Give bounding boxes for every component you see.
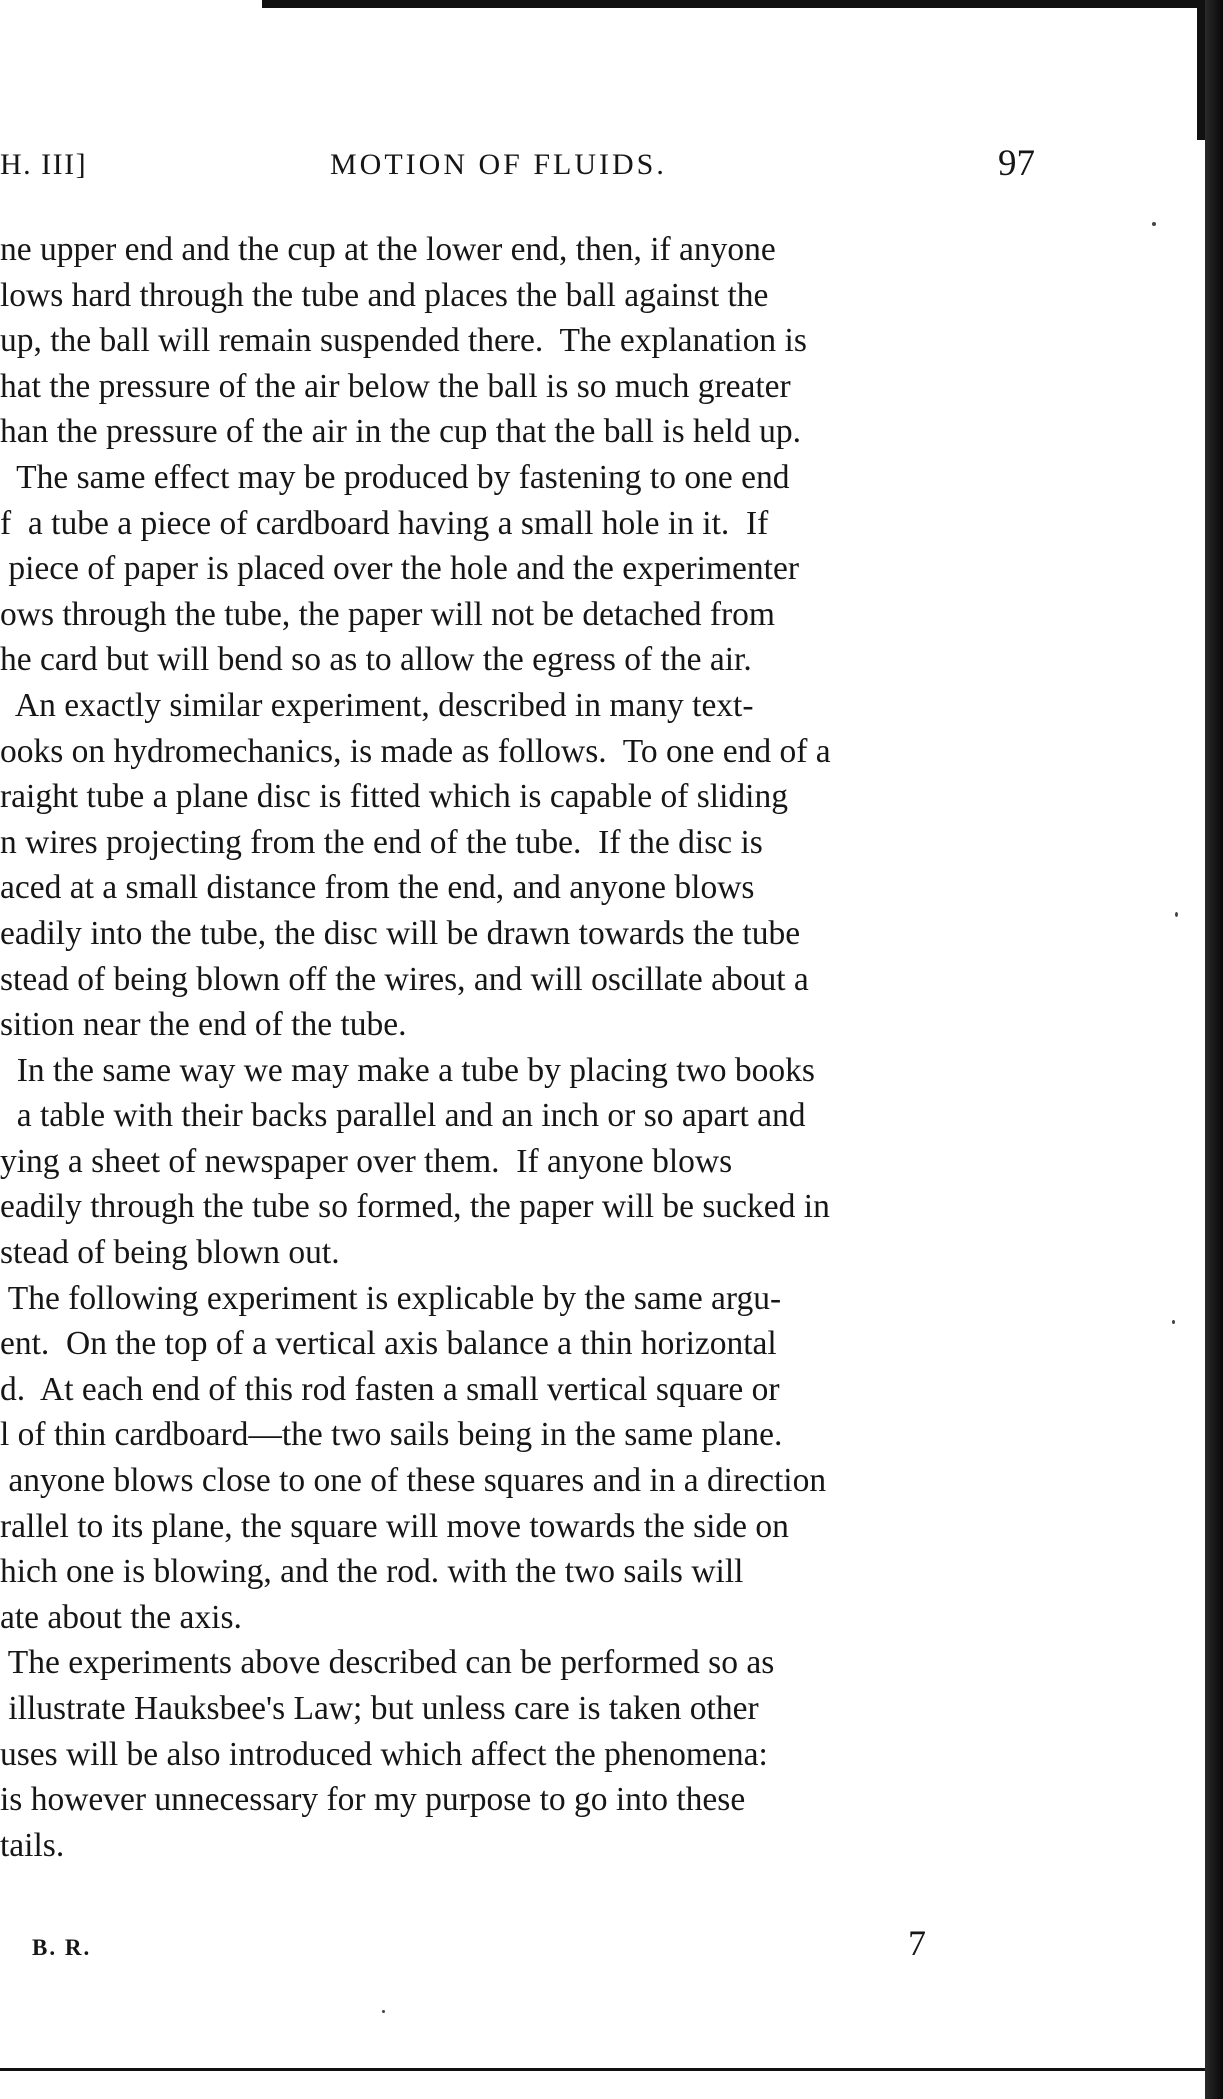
- text-line: han the pressure of the air in the cup that the ball is held up.: [0, 413, 801, 451]
- text-line: uses will be also introduced which affect the phenomena:: [0, 1735, 768, 1773]
- text-line: An exactly similar experiment, described in many text-: [0, 686, 754, 724]
- text-line: illustrate Hauksbee's Law; but unless care is taken other: [0, 1690, 759, 1727]
- text-line: anyone blows close to one of these squares and in a direction: [0, 1462, 827, 1500]
- text-line: tails.: [0, 1826, 65, 1864]
- text-line: a table with their backs parallel and an inch or so apart and: [0, 1097, 806, 1135]
- print-speck: [382, 2010, 385, 2013]
- text-line: rallel to its plane, the square will move towards the side on: [0, 1507, 789, 1545]
- page-edge-notch: [1197, 0, 1205, 140]
- print-speck: [1175, 912, 1178, 917]
- text-line: ent. On the top of a vertical axis balance a thin horizontal: [0, 1325, 777, 1363]
- text-line: ying a sheet of newspaper over them. If anyone blows: [0, 1142, 733, 1180]
- text-line: The same effect may be produced by fastening to one end: [0, 458, 790, 496]
- text-line: f a tube a piece of cardboard having a small hole in it. If: [0, 504, 769, 542]
- text-line: ows through the tube, the paper will not be detached from: [0, 595, 775, 633]
- text-line: he card but will bend so as to allow the egress of the air.: [0, 641, 752, 679]
- text-line: eadily through the tube so formed, the paper will be sucked in: [0, 1188, 830, 1226]
- text-line: is however unnecessary for my purpose to go into these: [0, 1781, 746, 1819]
- text-line: eadily into the tube, the disc will be drawn towards the tube: [0, 914, 801, 952]
- print-speck: [1172, 1320, 1175, 1324]
- running-header: [0, 142, 1050, 192]
- text-line: ate about the axis.: [0, 1598, 242, 1636]
- page-edge-bottom: [0, 2068, 1205, 2071]
- text-line: d. At each end of this rod fasten a small vertical square or: [0, 1370, 780, 1408]
- page-edge-top: [262, 0, 1223, 8]
- text-line: The experiments above described can be performed so as: [0, 1644, 775, 1682]
- text-line: n wires projecting from the end of the tube. If the disc is: [0, 823, 763, 861]
- text-line: up, the ball will remain suspended there. The explanation is: [0, 322, 807, 360]
- text-line: stead of being blown off the wires, and will oscillate about a: [0, 960, 809, 998]
- print-speck: [1152, 222, 1156, 226]
- sheet-number: 7: [908, 1923, 926, 1963]
- text-line: hat the pressure of the air below the ball is so much greater: [0, 367, 791, 405]
- text-line: raight tube a plane disc is fitted which is capable of sliding: [0, 778, 788, 816]
- text-line: lows hard through the tube and places the ball against the: [0, 276, 769, 314]
- text-line: stead of being blown out.: [0, 1234, 340, 1272]
- text-line: In the same way we may make a tube by placing two books: [0, 1051, 815, 1089]
- text-line: hich one is blowing, and the rod. with the two sails will: [0, 1553, 744, 1591]
- text-line: The following experiment is explicable by the same argu-: [0, 1279, 782, 1317]
- page-number: 97: [998, 143, 1035, 184]
- text-line: sition near the end of the tube.: [0, 1006, 407, 1044]
- page-edge-right: [1205, 0, 1223, 2099]
- signature-mark: B. R.: [32, 1935, 92, 1960]
- text-line: ooks on hydromechanics, is made as follows. To one end of a: [0, 732, 831, 770]
- page-title: MOTION OF FLUIDS.: [330, 148, 667, 181]
- text-line: aced at a small distance from the end, and anyone blows: [0, 869, 755, 907]
- chapter-label: H. III]: [0, 148, 88, 181]
- text-line: piece of paper is placed over the hole and the experimenter: [0, 550, 799, 588]
- text-line: ne upper end and the cup at the lower end, then, if anyone: [0, 231, 776, 268]
- text-line: l of thin cardboard—the two sails being in the same plane.: [0, 1416, 783, 1454]
- body-text: [0, 227, 1060, 1868]
